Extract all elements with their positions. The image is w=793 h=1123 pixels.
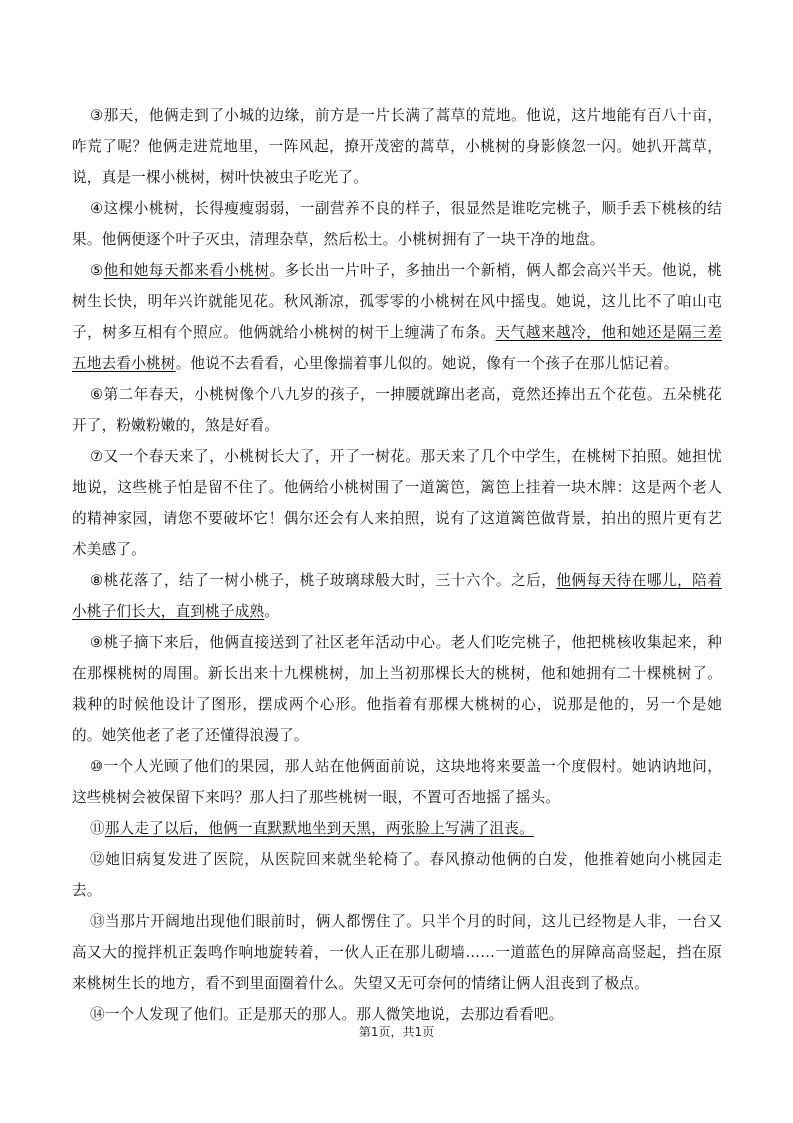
paragraph-text: ⑨桃子摘下来后，他俩直接送到了社区老年活动中心。老人们吃完桃子，他把桃核收集起来，种在那棵桃树的周围。新长出来十九棵桃树，加上当初那棵长大的桃树，他和她拥有二十棵桃树了。栽种的时候他设计了图形，摆成两个心形。他指着有那棵大桃树的心，说那是他的，另一个是她的。她笑他老了老了还懂得浪漫了。 bbox=[72, 634, 722, 744]
paragraph-text: ③那天，他俩走到了小城的边缘，前方是一片长满了蒿草的荒地。他说，这片地能有百八十亩，咋荒了呢？他俩走进荒地里，一阵风起，撩开茂密的蒿草，小桃树的身影倏忽一闪。她扒开蒿草，说，真是一棵小桃树，树叶快被虫子吃光了。 bbox=[72, 107, 722, 186]
paragraph-text: 。他说不去看看，心里像揣着事儿似的。她说，像有一个孩子在那儿惦记着。 bbox=[175, 355, 679, 372]
paragraph-11 bbox=[72, 813, 722, 844]
paragraph-text: 。 bbox=[264, 603, 280, 620]
paragraph-text: ⑦又一个春天来了，小桃树长大了，开了一树花。那天来了几个中学生，在桃树下拍照。她担忧地说，这些桃子怕是留不住了。他俩给小桃树围了一道篱笆，篱笆上挂着一块木牌：这是两个老人的精神家园，请您不要破坏它！偶尔还会有人来拍照，说有了这道篱笆做背景，拍出的照片更有艺术美感了。 bbox=[72, 448, 722, 558]
paragraph-10 bbox=[72, 751, 722, 813]
paragraph-8 bbox=[72, 565, 722, 627]
page-number-label: 第1页，共1页 bbox=[358, 1025, 435, 1039]
paragraph-text: 。多长出一片叶子，多抽出一个新梢，俩人都会高兴半天。他说，桃树生长快，明年兴许就能见花。秋风渐凉，孤零零的小桃树在风中摇曳。她说，这儿比不了咱山屯子，树多互相有个照应。他俩就给小桃树的树干上缠满了布条。 bbox=[72, 262, 722, 341]
paragraph-text: ⑪ bbox=[90, 820, 105, 837]
paragraph-text: ⑤ bbox=[90, 262, 104, 279]
paragraph-12 bbox=[72, 844, 722, 906]
paragraph-text: ⑬当那片开阔地出现他们眼前时，俩人都愣住了。只半个月的时间，这儿已经物是人非，一台又高又大的搅拌机正轰鸣作响地旋转着，一伙人正在那儿砌墙……一道蓝色的屏障高高竖起，挡在原来桃树生长的地方，看不到里面圈着什么。失望又无可奈何的情绪让俩人沮丧到了极点。 bbox=[72, 913, 722, 992]
paragraph-text: ⑥第二年春天，小桃树像个八九岁的孩子，一抻腰就蹿出老高，竟然还捧出五个花苞。五朵桃花开了，粉嫩粉嫩的，煞是好看。 bbox=[72, 386, 722, 434]
underlined-text: 天气越来越冷，他和她还是隔三差五地去看小桃树 bbox=[72, 324, 722, 372]
paragraph-9 bbox=[72, 627, 722, 751]
paragraph-text: ⑩一个人光顾了他们的果园，那人站在他俩面前说，这块地将来要盖一个度假村。她讷讷地问，这些桃树会被保留下来吗？那人扫了那些桃树一眼，不置可否地摇了摇头。 bbox=[72, 758, 722, 806]
underlined-text: 那人走了以后，他俩一直默默地坐到天黑，两张脸上写满了沮丧。 bbox=[104, 820, 534, 837]
paragraph-4 bbox=[72, 193, 722, 255]
page-footer bbox=[0, 1023, 793, 1040]
paragraph-6 bbox=[72, 379, 722, 441]
paragraph-7 bbox=[72, 441, 722, 565]
paragraph-text: ④这棵小桃树，长得瘦瘦弱弱，一副营养不良的样子，很显然是谁吃完桃子，顺手丢下桃核的结果。他俩便逐个叶子灭虫，清理杂草，然后松土。小桃树拥有了一块干净的地盘。 bbox=[72, 200, 722, 248]
underlined-text: 他俩每天待在哪儿，陪着小桃子们长大，直到桃子成熟 bbox=[72, 572, 722, 620]
paragraph-3 bbox=[72, 100, 722, 193]
paragraph-text: ⑫她旧病复发进了医院，从医院回来就坐轮椅了。春风撩动他俩的白发，他推着她向小桃园走去。 bbox=[72, 851, 722, 899]
paragraph-13 bbox=[72, 906, 722, 999]
underlined-text: 他和她每天都来看小桃树 bbox=[103, 262, 270, 279]
article-body bbox=[72, 100, 722, 1030]
paragraph-text: ⑧桃花落了，结了一树小桃子，桃子玻璃球般大时，三十六个。之后， bbox=[90, 572, 557, 589]
paragraph-text: ⑭一个人发现了他们。正是那天的那人。那人微笑地说，去那边看看吧。 bbox=[90, 1006, 564, 1023]
paragraph-5 bbox=[72, 255, 722, 379]
